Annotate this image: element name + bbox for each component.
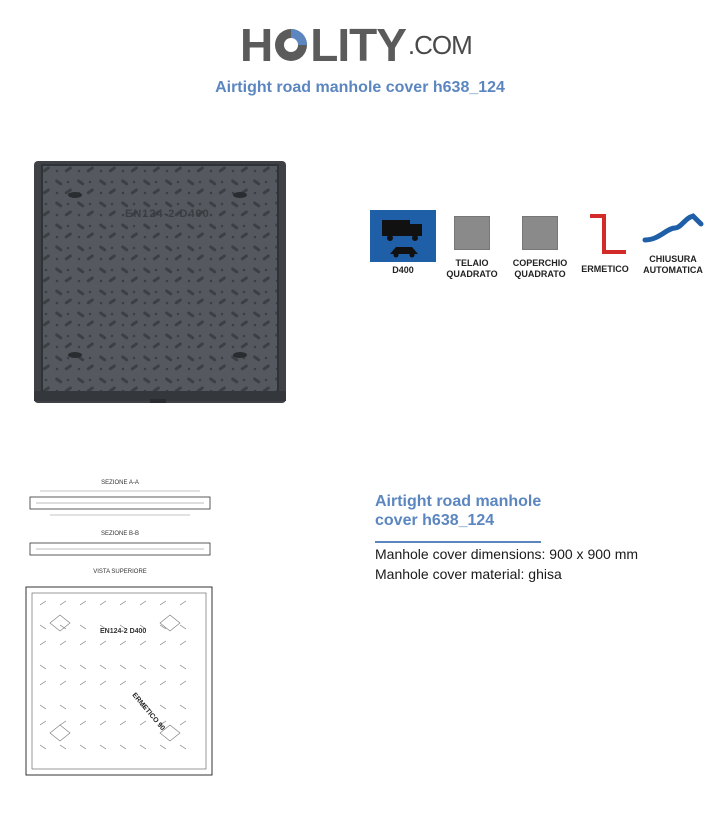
badge-label-2: QUADRATO <box>446 269 498 279</box>
cover-marking-text: EN124-2 D400 <box>125 208 210 220</box>
square-frame-icon <box>454 216 490 250</box>
badge-label: COPERCHIO <box>512 258 568 268</box>
badge-d400 <box>368 210 438 276</box>
auto-lock-icon <box>641 210 705 250</box>
manhole-cover-render <box>30 155 290 410</box>
badge-label: TELAIO <box>455 258 489 268</box>
logo-suffix: .COM <box>407 30 472 60</box>
square-cover-icon <box>522 216 558 250</box>
airtight-profile-icon <box>580 210 630 258</box>
badge-label-2: AUTOMATICA <box>643 265 703 275</box>
badge-label: D400 <box>392 265 414 275</box>
truck-car-icon <box>370 210 436 262</box>
top-view-label: VISTA SUPERIORE <box>93 569 147 575</box>
badge-label-2: QUADRATO <box>514 269 566 279</box>
product-image[interactable] <box>30 155 290 410</box>
section-b-label: SEZIONE B-B <box>100 531 140 537</box>
site-logo[interactable] <box>240 18 490 71</box>
section-a-label: SEZIONE A-A <box>101 480 139 486</box>
technical-drawings[interactable] <box>20 475 220 780</box>
logo-o-icon <box>273 27 309 63</box>
page-subtitle: Airtight road manhole cover h638_124 <box>215 79 505 96</box>
drawing-diag-text: ERMETICO 90 <box>130 691 166 733</box>
badge-ermetico <box>570 210 640 275</box>
drawing-sheet <box>20 475 220 780</box>
logo-wordmark: H LITY .COM <box>240 19 472 71</box>
badge-coperchio <box>505 210 575 280</box>
spec-dimensions: Manhole cover dimensions: 900 x 900 mm <box>375 546 639 562</box>
title-divider <box>375 541 541 543</box>
badge-label: ERMETICO <box>581 264 629 274</box>
product-title-line2: cover h638_124 <box>375 512 495 529</box>
product-title <box>375 492 595 530</box>
drawing-cover-marking: EN124-2 D400 <box>100 628 147 635</box>
badge-label: CHIUSURA <box>649 254 697 264</box>
badge-telaio <box>437 210 507 280</box>
spec-material: Manhole cover material: ghisa <box>375 566 562 582</box>
badge-chiusura <box>638 210 708 276</box>
product-title-line1: Airtight road manhole <box>375 493 542 510</box>
